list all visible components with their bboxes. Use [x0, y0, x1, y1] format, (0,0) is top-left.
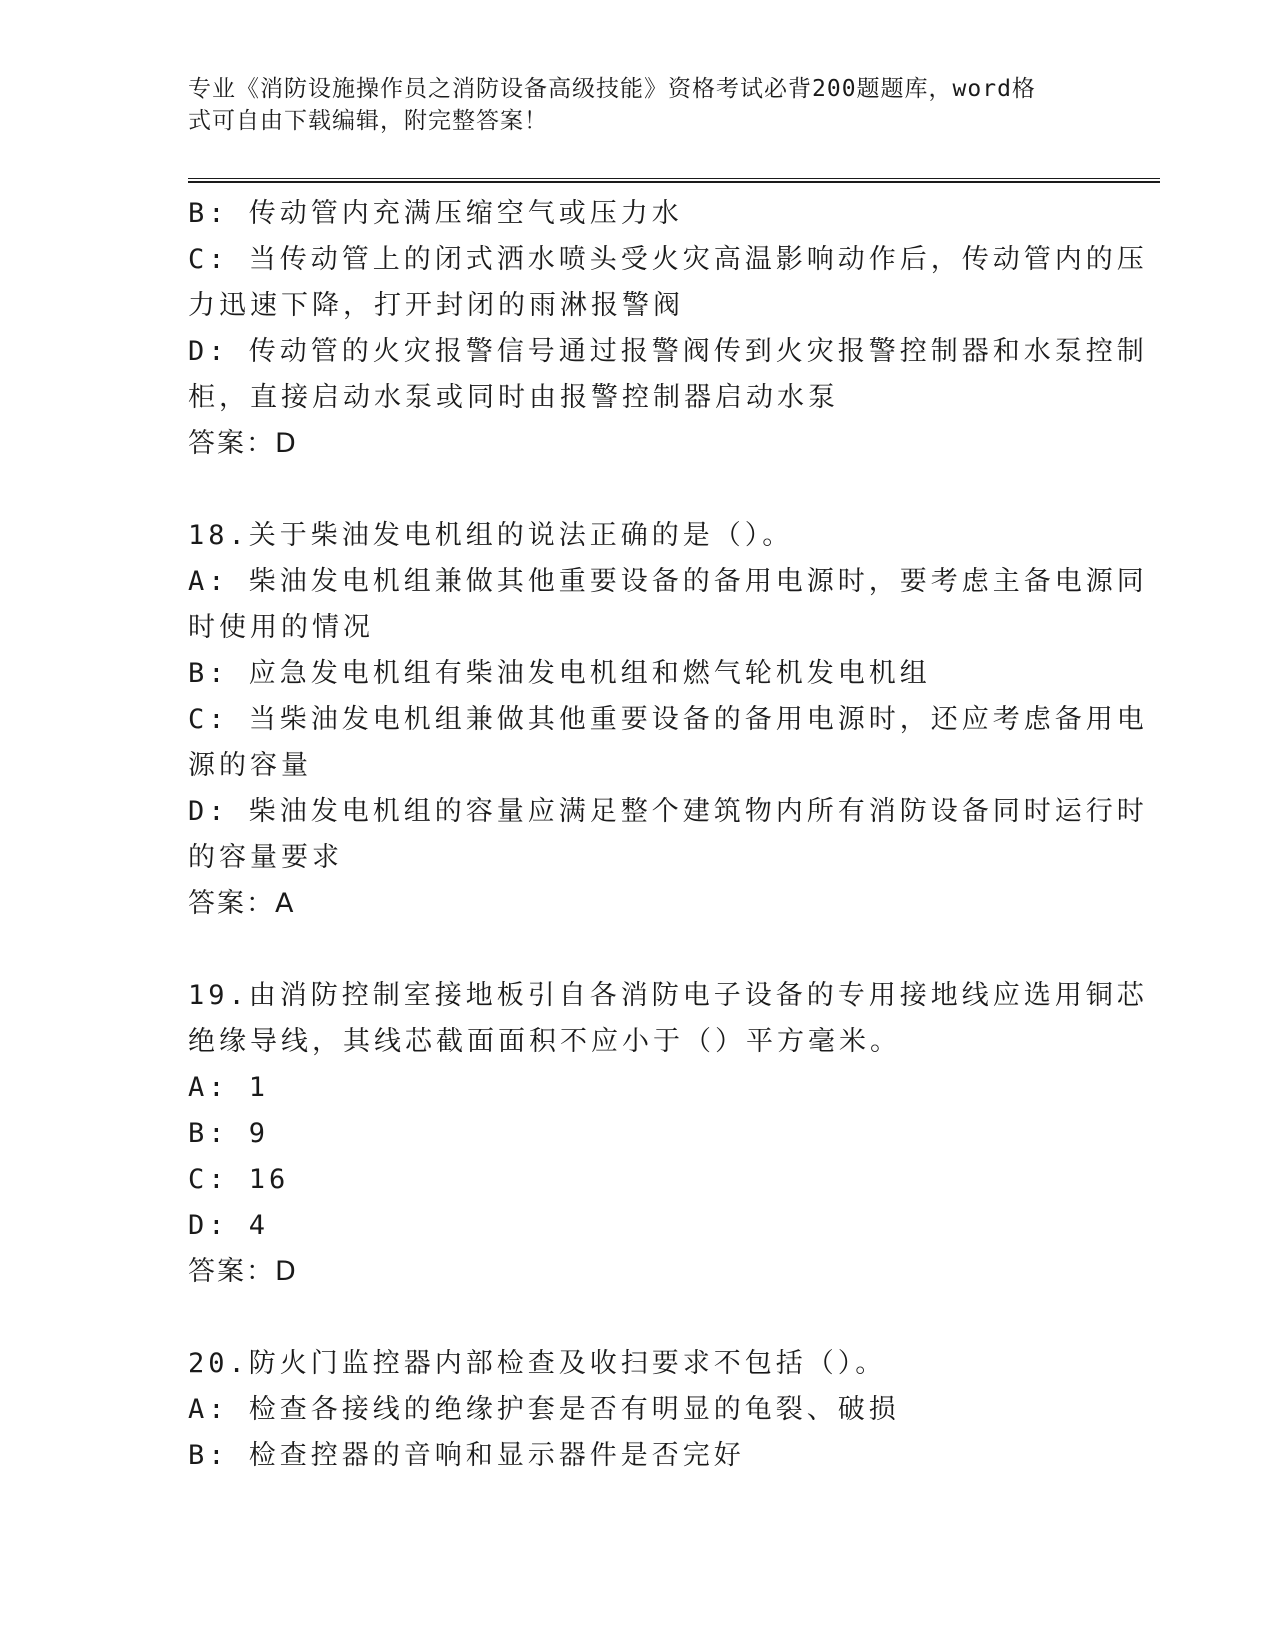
- option-c: C: 当柴油发电机组兼做其他重要设备的备用电源时，还应考虑备用电: [188, 704, 1148, 735]
- option-d-continued: 的容量要求: [188, 842, 343, 873]
- answer: 答案：D: [188, 428, 298, 459]
- spacer: [188, 467, 1088, 513]
- option-b: B: 9: [188, 1118, 270, 1149]
- option-a: A: 1: [188, 1072, 270, 1103]
- option-c: C: 16: [188, 1164, 290, 1195]
- question-19: [188, 973, 1148, 1295]
- spacer: [188, 927, 1088, 973]
- spacer: [188, 1295, 1088, 1341]
- option-d-continued: 柜，直接启动水泵或同时由报警控制器启动水泵: [188, 382, 839, 413]
- answer: 答案：D: [188, 1256, 298, 1287]
- option-b: B: 检查控器的音响和显示器件是否完好: [188, 1440, 745, 1471]
- header-divider-thick: [188, 181, 1160, 183]
- question-stem: 20.防火门监控器内部检查及收扫要求不包括（）。: [188, 1348, 887, 1379]
- question-18: [188, 513, 1148, 927]
- answer: 答案：A: [188, 888, 296, 919]
- question-20: [188, 1341, 1088, 1479]
- option-b: B: 传动管内充满压缩空气或压力水: [188, 198, 683, 229]
- option-d: D: 传动管的火灾报警信号通过报警阀传到火灾报警控制器和水泵控制: [188, 336, 1148, 367]
- question-stem: 19.由消防控制室接地板引自各消防电子设备的专用接地线应选用铜芯: [188, 980, 1148, 1011]
- question-17: [188, 191, 1148, 467]
- header-line-2: 式可自由下载编辑，附完整答案！: [188, 108, 548, 134]
- option-c-continued: 力迅速下降，打开封闭的雨淋报警阀: [188, 290, 684, 321]
- option-a: A: 柴油发电机组兼做其他重要设备的备用电源时，要考虑主备电源同: [188, 566, 1148, 597]
- header-line-1: 专业《消防设施操作员之消防设备高级技能》资格考试必背200题题库，word格: [188, 76, 1036, 102]
- question-stem: 18.关于柴油发电机组的说法正确的是（）。: [188, 520, 794, 551]
- option-d: D: 4: [188, 1210, 270, 1241]
- question-stem-continued: 绝缘导线，其线芯截面面积不应小于（）平方毫米。: [188, 1026, 901, 1057]
- option-a: A: 检查各接线的绝缘护套是否有明显的龟裂、破损: [188, 1394, 900, 1425]
- option-d: D: 柴油发电机组的容量应满足整个建筑物内所有消防设备同时运行时: [188, 796, 1148, 827]
- question-list: [188, 191, 1148, 1479]
- option-a-continued: 时使用的情况: [188, 612, 374, 643]
- option-c: C: 当传动管上的闭式洒水喷头受火灾高温影响动作后，传动管内的压: [188, 244, 1148, 275]
- option-b: B: 应急发电机组有柴油发电机组和燃气轮机发电机组: [188, 658, 931, 689]
- header-divider-thin: [188, 178, 1160, 179]
- option-c-continued: 源的容量: [188, 750, 312, 781]
- document-header: [188, 73, 1068, 137]
